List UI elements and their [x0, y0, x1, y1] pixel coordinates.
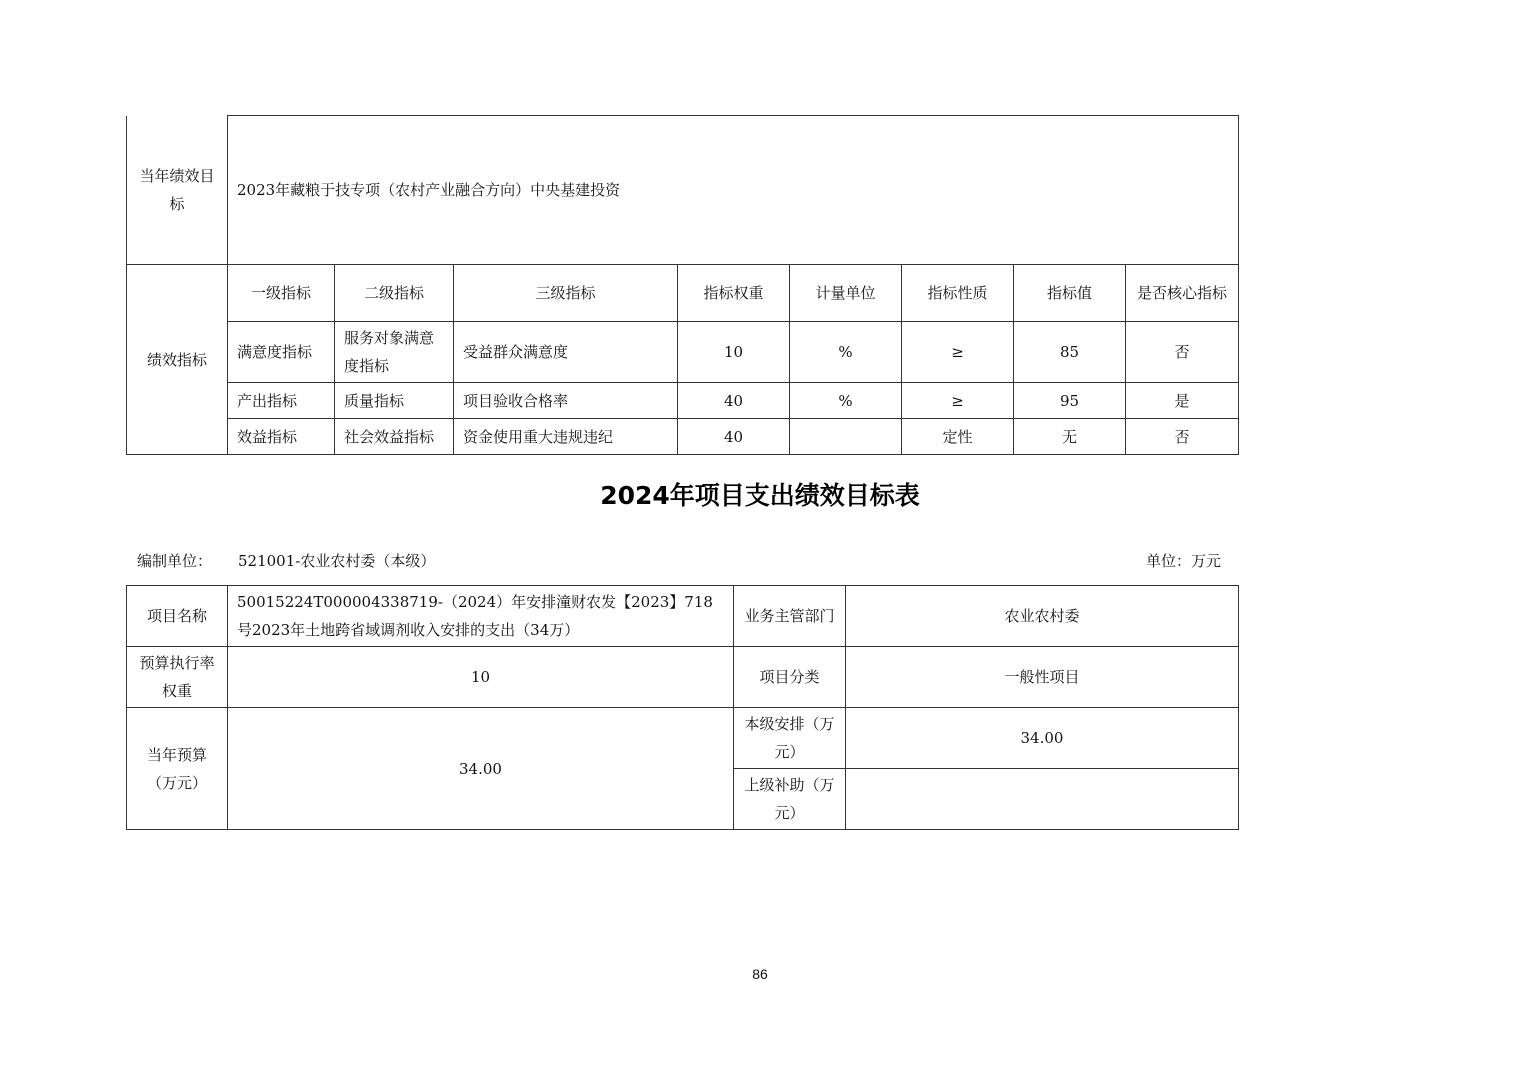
table-cell: 社会效益指标: [335, 419, 454, 455]
rate-weight-label: 预算执行率权重: [127, 647, 228, 708]
goal-text: 2023年藏粮于技专项（农村产业融合方向）中央基建投资: [228, 116, 1239, 265]
page-title: 2024年项目支出绩效目标表: [600, 481, 920, 510]
goal-label: 当年绩效目标: [127, 116, 228, 265]
category-label: 项目分类: [734, 647, 846, 708]
table-cell: 定性: [902, 419, 1014, 455]
upper-subsidy-label: 上级补助（万元）: [734, 769, 846, 830]
rate-weight-value: 10: [228, 647, 734, 708]
table-cell: 40: [678, 383, 790, 419]
budget-label: 当年预算（万元）: [127, 708, 228, 830]
table-cell: ≥: [902, 322, 1014, 383]
table-cell: %: [790, 383, 902, 419]
currency-unit: 单位：万元: [1146, 552, 1222, 570]
table-row: [127, 322, 1239, 383]
table-row: [127, 383, 1239, 419]
budget-value: 34.00: [228, 708, 734, 830]
header-cell: 是否核心指标: [1126, 265, 1239, 322]
table-cell: ≥: [902, 383, 1014, 419]
table-cell: %: [790, 322, 902, 383]
indicator-label: 绩效指标: [127, 265, 228, 455]
table-row: [127, 419, 1239, 455]
header-cell: 三级指标: [454, 265, 678, 322]
table-cell: 质量指标: [335, 383, 454, 419]
table-cell: 否: [1126, 419, 1239, 455]
project-name-value: 50015224T000004338719-（2024）年安排潼财农发【2023】718号2023年土地跨省域调剂收入安排的支出（34万）: [228, 586, 734, 647]
table-cell: 10: [678, 322, 790, 383]
table-cell: 项目验收合格率: [454, 383, 678, 419]
header-cell: 指标权重: [678, 265, 790, 322]
compiling-unit-label: 编制单位：: [137, 552, 213, 570]
header-cell: 一级指标: [228, 265, 335, 322]
local-arrangement-value: 34.00: [846, 708, 1239, 769]
table-cell: 95: [1014, 383, 1126, 419]
header-cell: 计量单位: [790, 265, 902, 322]
table-cell: 资金使用重大违规违纪: [454, 419, 678, 455]
dept-label: 业务主管部门: [734, 586, 846, 647]
local-arrangement-label: 本级安排（万元）: [734, 708, 846, 769]
table-cell: 否: [1126, 322, 1239, 383]
table-cell: 产出指标: [228, 383, 335, 419]
table-cell: 满意度指标: [228, 322, 335, 383]
header-cell: 指标性质: [902, 265, 1014, 322]
table-cell: 85: [1014, 322, 1126, 383]
upper-subsidy-value: [846, 769, 1239, 830]
category-value: 一般性项目: [846, 647, 1239, 708]
compiling-unit-value: 521001-农业农村委（本级）: [238, 552, 436, 570]
table-cell: 服务对象满意度指标: [335, 322, 454, 383]
table-cell: 40: [678, 419, 790, 455]
page-number: 86: [752, 966, 768, 982]
dept-value: 农业农村委: [846, 586, 1239, 647]
table-cell: 无: [1014, 419, 1126, 455]
table-cell: [790, 419, 902, 455]
table-cell: 是: [1126, 383, 1239, 419]
table-cell: 效益指标: [228, 419, 335, 455]
project-info-table: [126, 585, 1239, 830]
project-name-label: 项目名称: [127, 586, 228, 647]
header-cell: 指标值: [1014, 265, 1126, 322]
header-cell: 二级指标: [335, 265, 454, 322]
performance-indicator-table: [126, 115, 1239, 455]
table-cell: 受益群众满意度: [454, 322, 678, 383]
